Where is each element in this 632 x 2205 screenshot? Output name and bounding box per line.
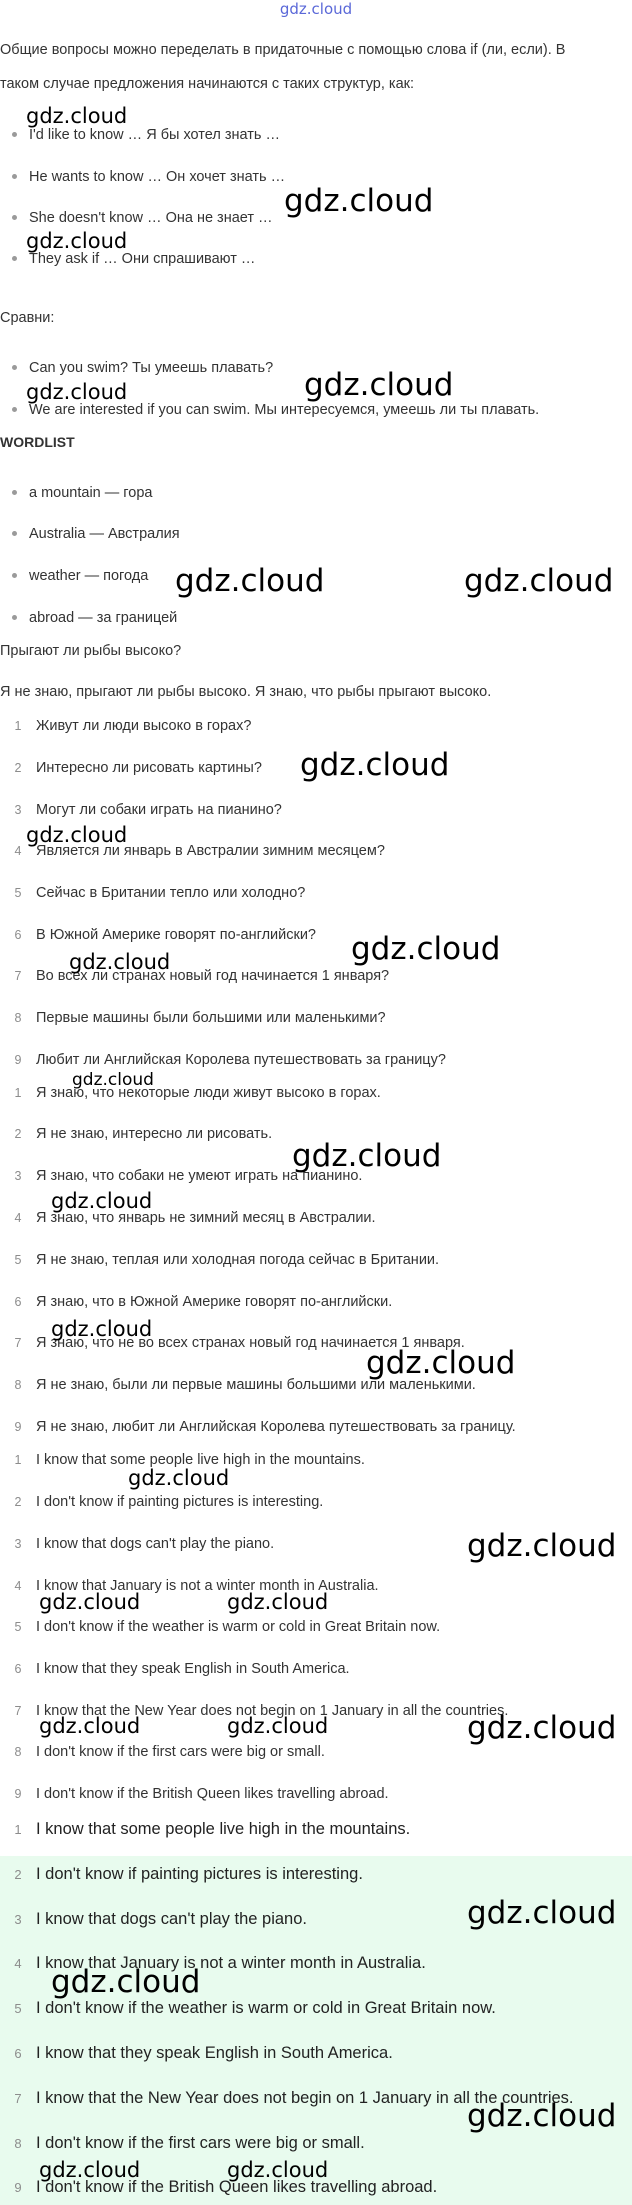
answer-highlight-item: 3 I know that dogs can't play the piano. [14, 1910, 307, 1928]
bullet-icon [12, 531, 17, 536]
watermark: gdz.cloud [467, 1710, 617, 1746]
answer-en-item: 2 I don't know if painting pictures is interesting. [14, 1494, 324, 1510]
answer-ru-item: 6 Я знаю, что в Южной Америке говорят по-английски. [14, 1294, 393, 1310]
question-item: 3 Могут ли собаки играть на пианино? [14, 802, 282, 818]
question-item: 4 Является ли январь в Австралии зимним месяцем? [14, 843, 385, 859]
wordlist-item: weather — погода [12, 568, 148, 584]
watermark: gdz.cloud [39, 1590, 141, 1614]
watermark: gdz.cloud [51, 1189, 153, 1213]
question-item: 1 Живут ли люди высоко в горах? [14, 718, 252, 734]
bullet-icon [12, 365, 17, 370]
watermark: gdz.cloud [467, 1528, 617, 1564]
answer-highlight-item: 6 I know that they speak English in South America. [14, 2044, 393, 2062]
list-item: Can you swim? Ты умеешь плавать? [12, 360, 273, 376]
watermark: gdz.cloud [26, 229, 128, 253]
list-item: They ask if … Они спрашивают … [12, 251, 255, 267]
watermark: gdz.cloud [304, 367, 454, 403]
compare-label: Сравни: [0, 310, 55, 326]
watermark: gdz.cloud [467, 1895, 617, 1931]
answer-highlight-item: 4 I know that January is not a winter month in Australia. [14, 1954, 426, 1972]
answer-ru-item: 9 Я не знаю, любит ли Английская Королева путешествовать за границу. [14, 1419, 516, 1435]
site-logo[interactable]: gdz.cloud [279, 0, 353, 18]
answer-ru-item: 7 Я знаю, что не во всех странах новый год начинается 1 января. [14, 1335, 465, 1351]
watermark: gdz.cloud [39, 1714, 141, 1738]
watermark: gdz.cloud [39, 2158, 141, 2182]
bullet-icon [12, 256, 17, 261]
answer-ru-item: 1 Я знаю, что некоторые люди живут высоко в горах. [14, 1085, 381, 1101]
bullet-icon [12, 615, 17, 620]
watermark: gdz.cloud [464, 563, 614, 599]
watermark: gdz.cloud [26, 104, 128, 128]
answer-highlight-item: 2 I don't know if painting pictures is interesting. [14, 1865, 363, 1883]
answer-ru-item: 4 Я знаю, что январь не зимний месяц в Австралии. [14, 1210, 376, 1226]
bullet-icon [12, 215, 17, 220]
watermark: gdz.cloud [51, 1964, 201, 2000]
example-line: Я не знаю, прыгают ли рыбы высоко. Я знаю, что рыбы прыгают высоко. [0, 684, 492, 700]
answer-highlight-item: 7 I know that the New Year does not begin on 1 January in all the countries. [14, 2089, 574, 2107]
bullet-icon [12, 174, 17, 179]
bullet-icon [12, 132, 17, 137]
wordlist-heading: WORDLIST [0, 434, 75, 450]
watermark: gdz.cloud [227, 2158, 329, 2182]
list-item: She doesn't know … Она не знает … [12, 210, 273, 226]
watermark: gdz.cloud [26, 380, 128, 404]
watermark: gdz.cloud [227, 1590, 329, 1614]
watermark: gdz.cloud [284, 183, 434, 219]
answer-highlight-item: 9 I don't know if the British Queen likes travelling abroad. [14, 2178, 438, 2196]
list-item: He wants to know … Он хочет знать … [12, 169, 285, 185]
list-item: I'd like to know … Я бы хотел знать … [12, 127, 280, 143]
question-item: 9 Любит ли Английская Королева путешествовать за границу? [14, 1052, 446, 1068]
answer-ru-item: 2 Я не знаю, интересно ли рисовать. [14, 1126, 273, 1142]
answer-ru-item: 8 Я не знаю, были ли первые машины большими или маленькими. [14, 1377, 476, 1393]
answer-en-item: 9 I don't know if the British Queen likes travelling abroad. [14, 1786, 389, 1802]
answer-highlight-item: 5 I don't know if the weather is warm or cold in Great Britain now. [14, 1999, 496, 2017]
watermark: gdz.cloud [26, 823, 128, 847]
question-item: 5 Сейчас в Британии тепло или холодно? [14, 885, 306, 901]
answer-en-item: 8 I don't know if the first cars were big or small. [14, 1744, 325, 1760]
question-item: 6 В Южной Америке говорят по-английски? [14, 927, 316, 943]
answer-en-item: 1 I know that some people live high in the mountains. [14, 1452, 365, 1468]
answer-highlight-item: 1 I know that some people live high in the mountains. [14, 1820, 411, 1838]
intro-paragraph: Общие вопросы можно переделать в придаточные с помощью слова if (ли, если). В таком случае предложения начинаются с таких структур, как: [0, 42, 566, 92]
watermark: gdz.cloud [366, 1345, 516, 1381]
list-item: We are interested if you can swim. Мы интересуемся, умеешь ли ты плавать. [12, 402, 539, 418]
question-item: 2 Интересно ли рисовать картины? [14, 760, 262, 776]
wordlist-item: a mountain — гора [12, 485, 152, 501]
answer-en-item: 3 I know that dogs can't play the piano. [14, 1536, 275, 1552]
watermark: gdz.cloud [128, 1466, 230, 1490]
answer-en-item: 5 I don't know if the weather is warm or cold in Great Britain now. [14, 1619, 441, 1635]
answer-ru-item: 3 Я знаю, что собаки не умеют играть на пианино. [14, 1168, 363, 1184]
watermark: gdz.cloud [300, 747, 450, 783]
watermark: gdz.cloud [467, 2098, 617, 2134]
answer-en-item: 7 I know that the New Year does not begin on 1 January in all the countries. [14, 1703, 509, 1719]
answer-en-item: 4 I know that January is not a winter month in Australia. [14, 1578, 379, 1594]
bullet-icon [12, 490, 17, 495]
wordlist-item: Australia — Австралия [12, 526, 180, 542]
watermark: gdz.cloud [292, 1138, 442, 1174]
bullet-icon [12, 573, 17, 578]
answer-en-item: 6 I know that they speak English in South America. [14, 1661, 350, 1677]
watermark: gdz.cloud [51, 1317, 153, 1341]
question-line: Прыгают ли рыбы высоко? [0, 643, 182, 659]
bullet-icon [12, 407, 17, 412]
answer-ru-item: 5 Я не знаю, теплая или холодная погода сейчас в Британии. [14, 1252, 440, 1268]
watermark: gdz.cloud [351, 931, 501, 967]
watermark: gdz.cloud [227, 1714, 329, 1738]
watermark: gdz.cloud [72, 1070, 154, 1090]
answer-highlight-item: 8 I don't know if the first cars were big or small. [14, 2134, 365, 2152]
watermark: gdz.cloud [175, 563, 325, 599]
question-item: 7 Во всех ли странах новый год начинается 1 января? [14, 968, 390, 984]
question-item: 8 Первые машины были большими или маленькими? [14, 1010, 386, 1026]
watermark: gdz.cloud [69, 950, 171, 974]
wordlist-item: abroad — за границей [12, 610, 177, 626]
